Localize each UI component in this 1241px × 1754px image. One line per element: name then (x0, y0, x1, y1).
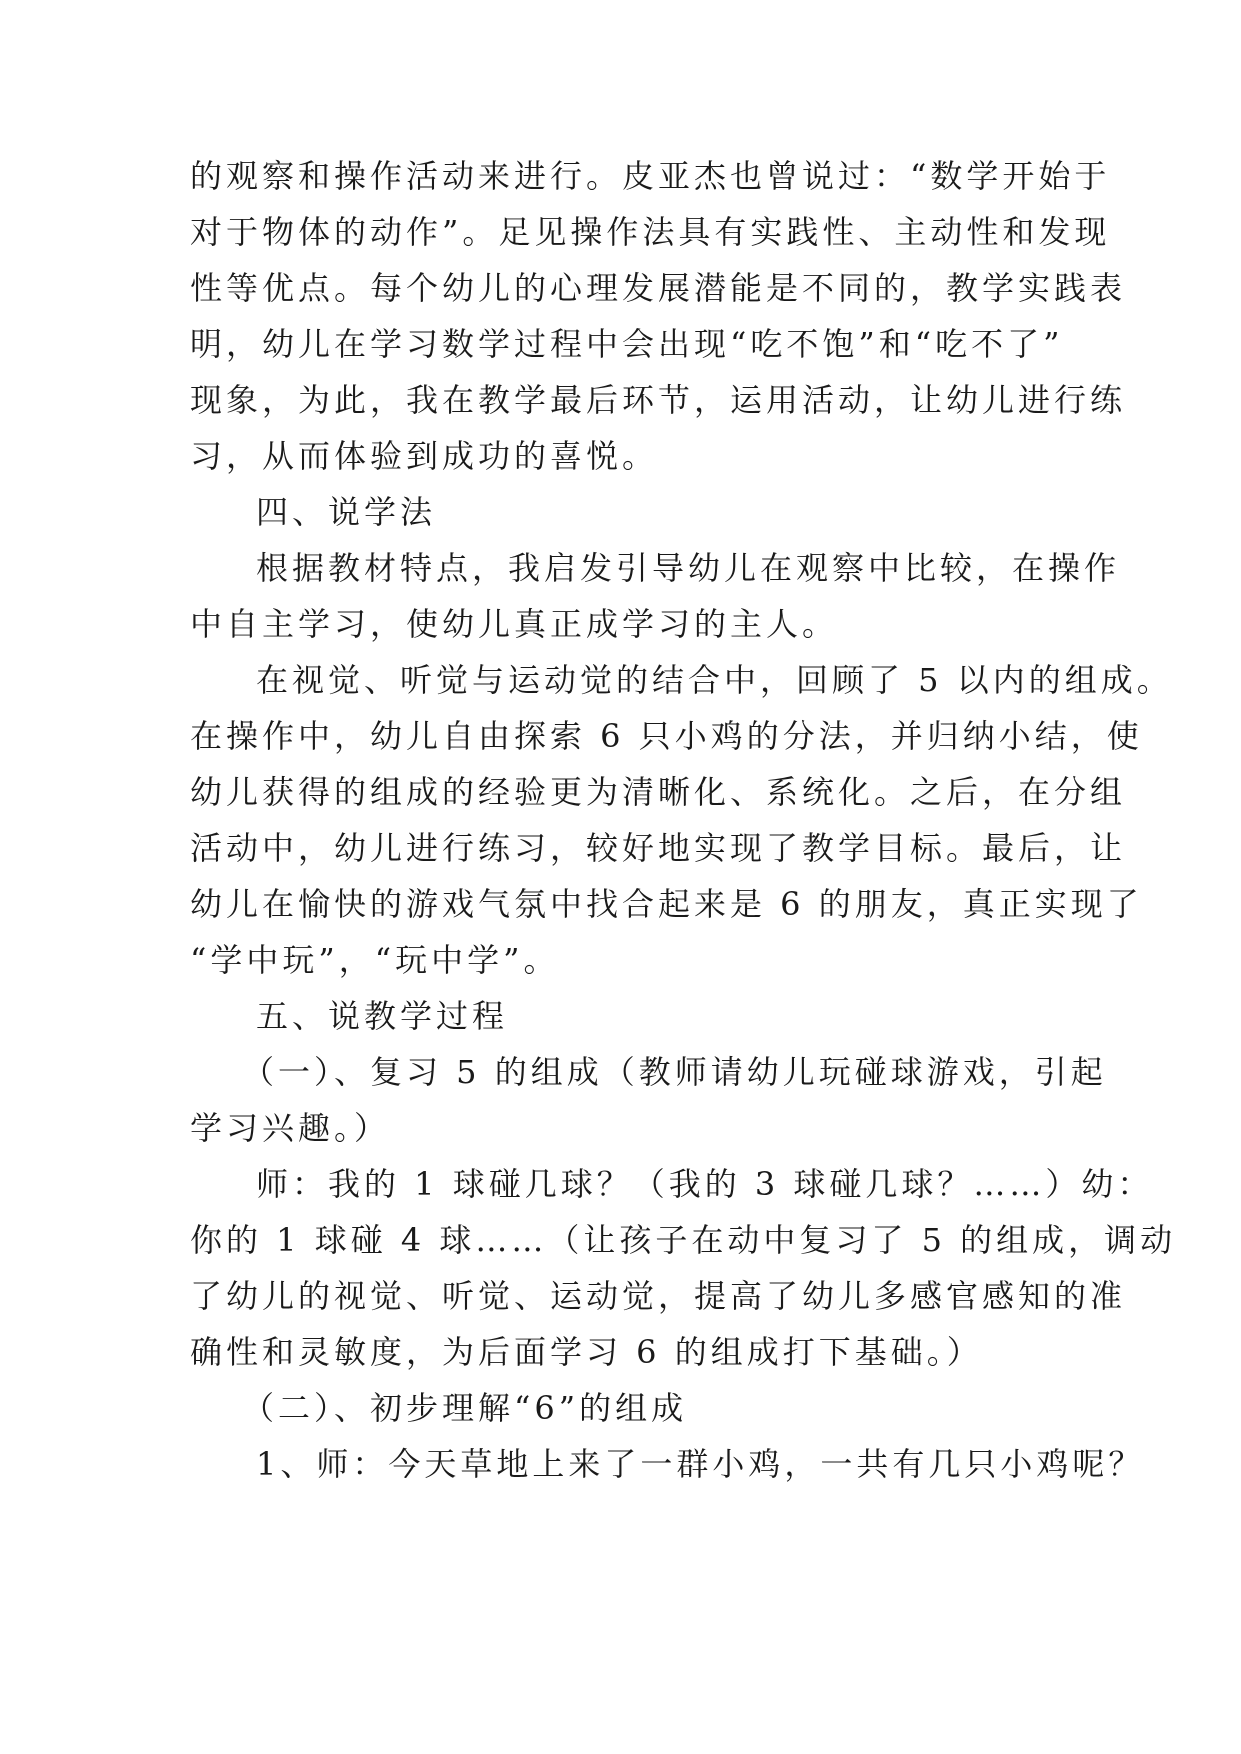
text-line: 幼儿在愉快的游戏气氛中找合起来是 6 的朋友，真正实现了 (190, 885, 1143, 923)
text-line: 习，从而体验到成功的喜悦。 (190, 437, 659, 475)
text-line: 现象，为此，我在教学最后环节，运用活动，让幼儿进行练 (190, 381, 1127, 419)
text-line: 中自主学习，使幼儿真正成学习的主人。 (190, 605, 839, 643)
text-line: 性等优点。每个幼儿的心理发展潜能是不同的，教学实践表 (190, 269, 1127, 307)
text-line: 根据教材特点，我启发引导幼儿在观察中比较，在操作 (256, 549, 1121, 587)
text-line: 活动中，幼儿进行练习，较好地实现了教学目标。最后，让 (190, 829, 1127, 867)
section-heading: 五、说教学过程 (256, 997, 509, 1035)
text-line: “学中玩”，“玩中学”。 (190, 941, 560, 979)
text-line: 师：我的 1 球碰几球？（我的 3 球碰几球？……）幼： (256, 1165, 1154, 1203)
text-line: 了幼儿的视觉、听觉、运动觉，提高了幼儿多感官感知的准 (190, 1277, 1127, 1315)
text-line: 在操作中，幼儿自由探索 6 只小鸡的分法，并归纳小结，使 (190, 717, 1143, 755)
text-line: （一）、复习 5 的组成（教师请幼儿玩碰球游戏，引起 (242, 1053, 1107, 1091)
text-line: 幼儿获得的组成的经验更为清晰化、系统化。之后，在分组 (190, 773, 1127, 811)
text-line: 你的 1 球碰 4 球……（让孩子在动中复习了 5 的组成，调动 (190, 1221, 1177, 1259)
text-line: 在视觉、听觉与运动觉的结合中，回顾了 5 以内的组成。 (256, 661, 1173, 699)
text-line: 对于物体的动作”。足见操作法具有实践性、主动性和发现 (190, 213, 1111, 251)
text-line: 1、师：今天草地上来了一群小鸡，一共有几只小鸡呢？ (256, 1445, 1145, 1483)
text-line: 学习兴趣。） (190, 1109, 391, 1147)
text-line: 明，幼儿在学习数学过程中会出现“吃不饱”和“吃不了” (190, 325, 1064, 363)
text-line: （二）、初步理解“6”的组成 (242, 1389, 688, 1427)
text-line: 确性和灵敏度，为后面学习 6 的组成打下基础。） (190, 1333, 983, 1371)
section-heading: 四、说学法 (256, 493, 437, 531)
text-line: 的观察和操作活动来进行。皮亚杰也曾说过：“数学开始于 (190, 157, 1111, 195)
